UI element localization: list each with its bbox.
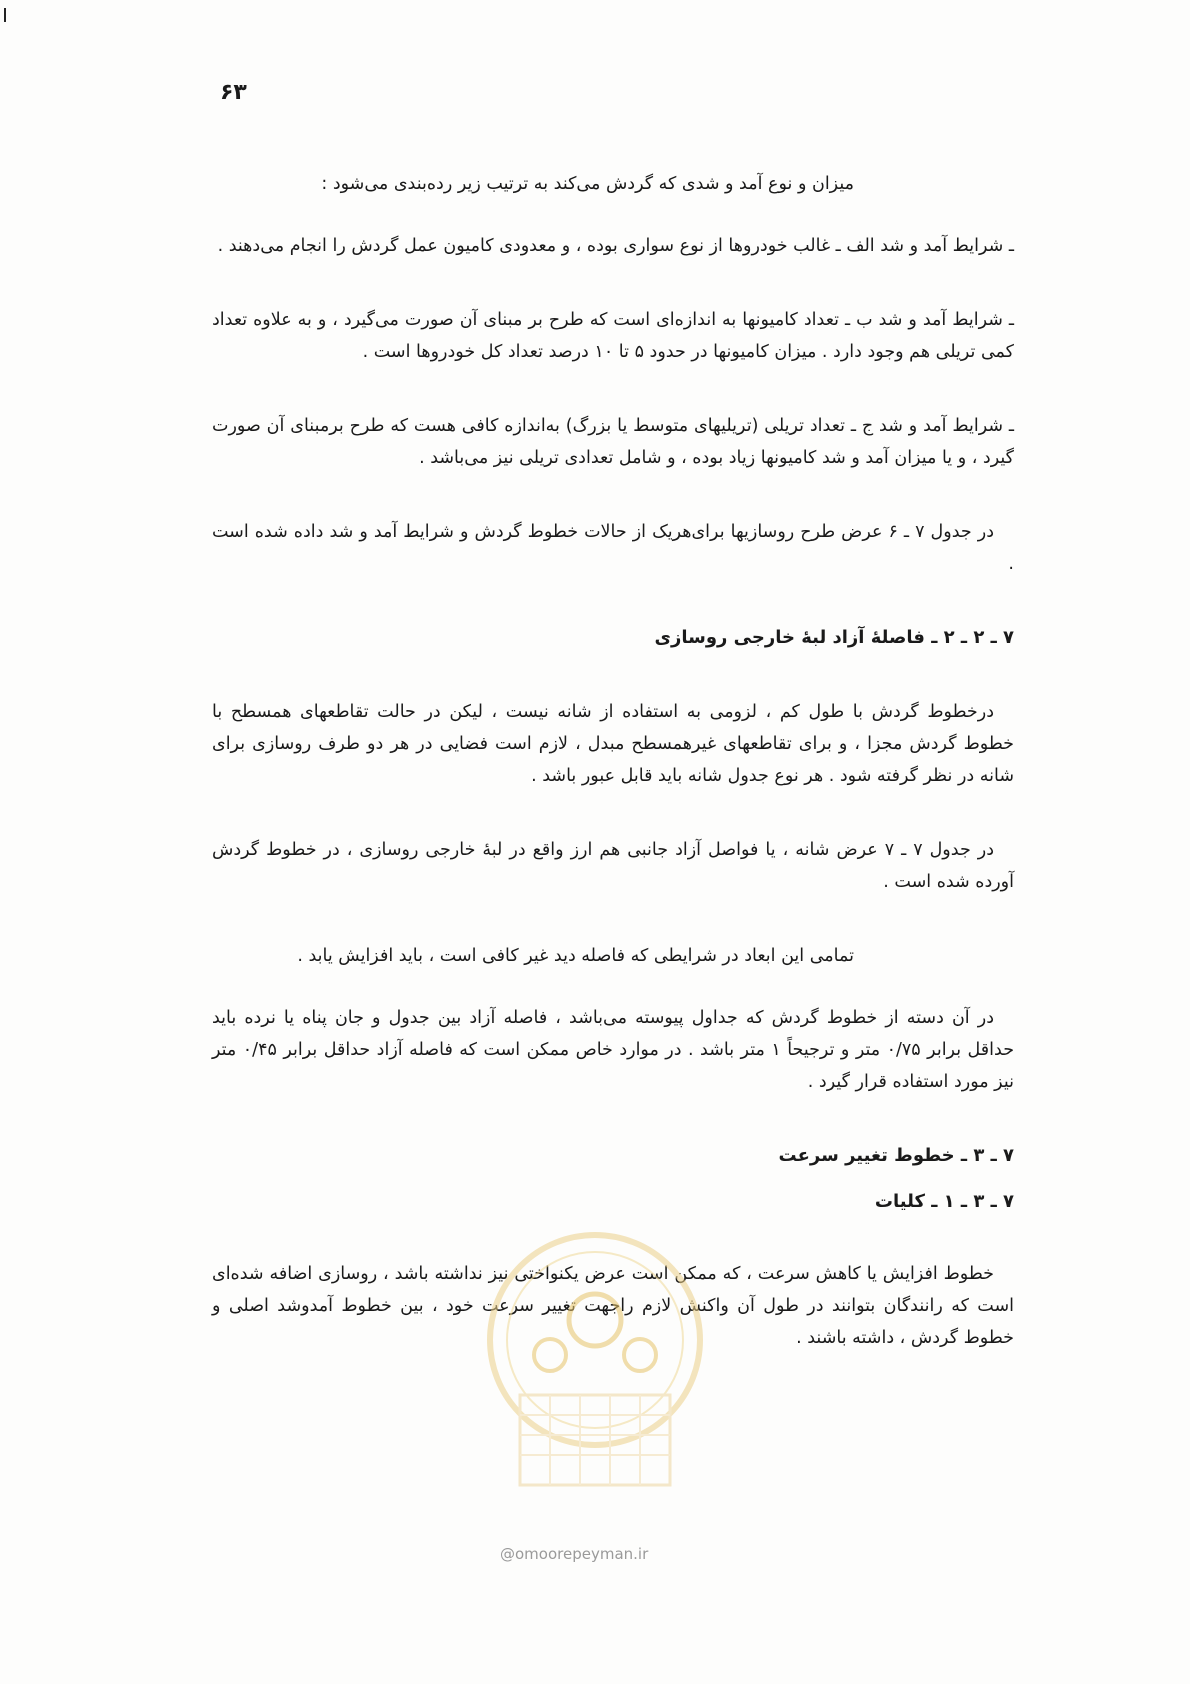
paragraph-condition-b: ـ شرایط آمد و شد ب ـ تعداد کامیونها به اندازه‌ای است که طرح بر مبنای آن صورت می‌گیرد ، و به علاوه تعداد کمی تریلی هم وجود دارد . میزان کامیونها در حدود ۵ تا ۱۰ درصد تعداد کل خودروها است . — [212, 310, 1014, 362]
scan-edge-mark — [4, 8, 6, 22]
document-body — [212, 168, 1014, 1396]
paragraph-condition-a: ـ شرایط آمد و شد الف ـ غالب خودروها از نوع سواری بوده ، و معدودی کامیون عمل گردش را انجام می‌دهند . — [217, 236, 1014, 256]
section-heading-7-2-2: ۷ ـ ۲ ـ ۲ ـ فاصلهٔ آزاد لبهٔ خارجی روسازی — [654, 627, 1014, 648]
paragraph-sight-distance: تمامی این ابعاد در شرایطی که فاصله دید غیر کافی است ، باید افزایش یابد . — [297, 946, 854, 966]
paragraph-shoulder: درخطوط گردش با طول کم ، لزومی به استفاده از شانه نیست ، لیکن در حالت تقاطعهای همسطح با خطوط گردش مجزا ، و برای تقاطعهای غیرهمسطح مبدل ، لازم است فضایی در هر دو طرف روسازی برای شانه در نظر گرفته شود . هر نوع جدول شانه باید قابل عبور باشد . — [212, 702, 1014, 786]
paragraph-table-7-7: در جدول ۷ ـ ۷ عرض شانه ، یا فواصل آزاد جانبی هم ارز واقع در لبهٔ خارجی روسازی ، در خطوط گردش آورده شده است . — [212, 840, 1014, 892]
paragraph-condition-c: ـ شرایط آمد و شد ج ـ تعداد تریلی (تریلیهای متوسط یا بزرگ) به‌اندازه کافی هست که طرح برمبنای آن صورت گیرد ، و یا میزان آمد و شد کامیونها زیاد بوده ، و شامل تعدادی تریلی نیز می‌باشد . — [212, 416, 1014, 468]
section-heading-7-3: ۷ ـ ۳ ـ خطوط تغییر سرعت — [778, 1145, 1014, 1166]
page-number: ۶۳ — [220, 80, 247, 105]
paragraph-speed-change-lanes: خطوط افزایش یا کاهش سرعت ، که ممکن است عرض یکنواختی نیز نداشته باشد ، روسازی اضافه شده‌ای است که رانندگان بتوانند در طول آن واکنش لازم راجهت تغییر سرعت خود ، بین خطوط آمدوشد اصلی و خطوط گردش ، داشته باشند . — [212, 1264, 1014, 1348]
paragraph-clearance: در آن دسته از خطوط گردش که جداول پیوسته می‌باشد ، فاصله آزاد بین جدول و جان پناه یا نرده باید حداقل برابر ۰/۷۵ متر و ترجیحاً ۱ متر باشد . در موارد خاص ممکن است که فاصله آزاد حداقل برابر ۰/۴۵ متر نیز مورد استفاده قرار گیرد . — [212, 1008, 1015, 1092]
paragraph-table-7-6: در جدول ۷ ـ ۶ عرض طرح روسازیها برای‌هریک از حالات خطوط گردش و شرایط آمد و شد داده شده است . — [212, 522, 1014, 574]
watermark-logo — [480, 1225, 710, 1525]
section-heading-7-3-1: ۷ ـ ۳ ـ ۱ ـ کلیات — [874, 1191, 1014, 1212]
watermark-url: @omoorepeyman.ir — [500, 1545, 649, 1563]
paragraph-traffic-intro: میزان و نوع آمد و شدی که گردش می‌کند به ترتیب زیر رده‌بندی می‌شود : — [321, 174, 854, 194]
